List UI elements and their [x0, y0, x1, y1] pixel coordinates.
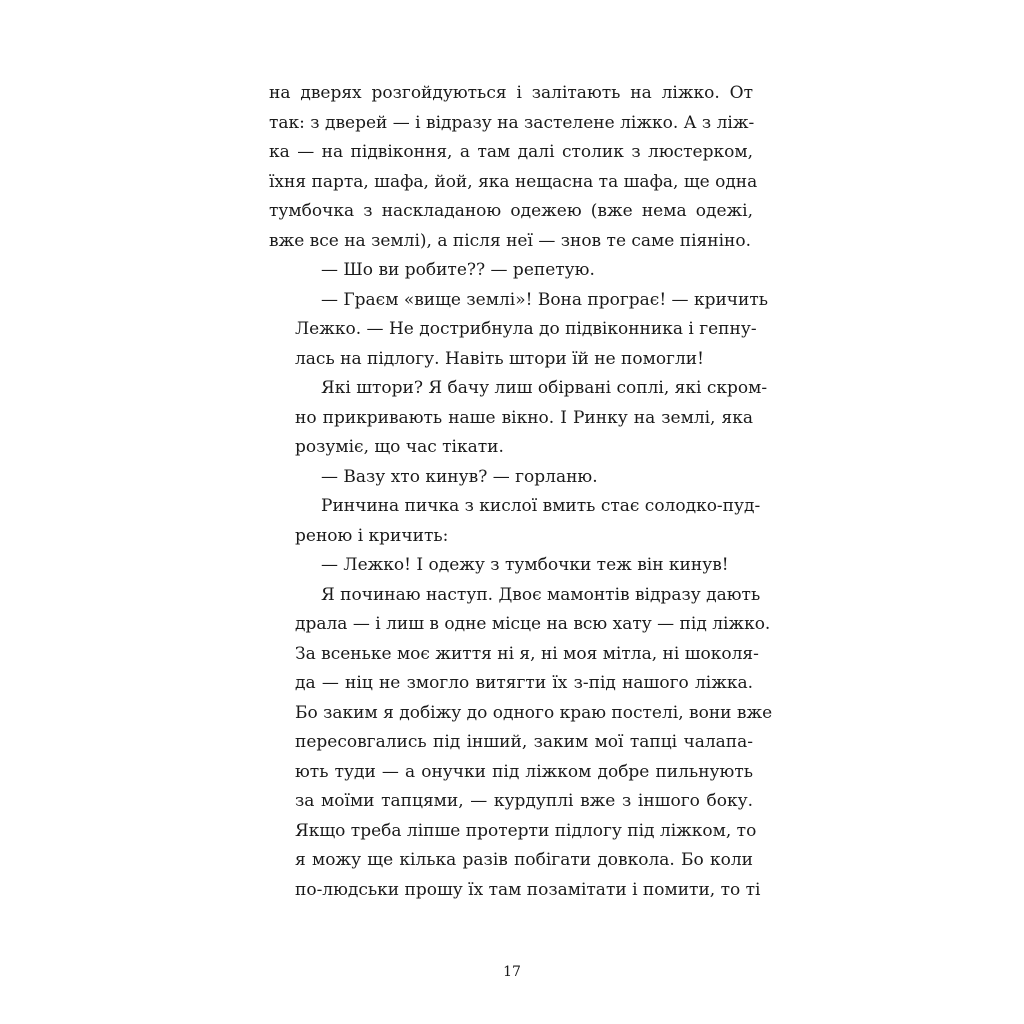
- paragraph: [269, 79, 758, 256]
- text-line: но прикривають наше вікно. І Ринку на землі, яка: [295, 407, 753, 428]
- text-line: я можу ще кілька разів побігати довкола. Бо коли: [295, 850, 753, 870]
- text-line: Бо заким я добіжу до одного краю постелі, вони вже: [295, 702, 773, 723]
- text-line: вже все на землі), а після неї — знов те саме піяніно.: [269, 230, 751, 251]
- text-line: Ринчина пичка з кислої вмить стає солодко-пуд-: [321, 496, 761, 516]
- text-line: ють туди — а онучки під ліжком добре пильнують: [295, 761, 753, 782]
- text-line: За всеньке моє життя ні я, ні моя мітла, ні шоколя-: [295, 643, 759, 664]
- text-line: розуміє, що час тікати.: [295, 437, 504, 457]
- text-line: так: з дверей — і відразу на застелене ліжко. А з ліж-: [269, 112, 755, 133]
- text-line: Лежко. — Не дострибнула до підвіконника і гепну-: [295, 319, 757, 339]
- text-line: — Шо ви робите?? — репетую.: [321, 260, 595, 280]
- paragraph: [269, 463, 753, 493]
- paragraph: [269, 256, 753, 286]
- text-line: — Лежко! І одежу з тумбочки теж він кинув!: [321, 555, 729, 575]
- text-line: Які штори? Я бачу лиш обірвані соплі, які скром-: [321, 378, 768, 398]
- paragraph: [269, 581, 773, 906]
- text-line: да — ніц не змогло витягти їх з-під нашого ліжка.: [295, 673, 753, 693]
- text-line: пересовгались під інший, заким мої тапці чалапа-: [295, 732, 753, 752]
- text-line: — Вазу хто кинув? — горланю.: [321, 466, 598, 487]
- text-line: тумбочка з наскладаною одежею (вже нема одежі,: [269, 201, 753, 221]
- body-text: [269, 79, 773, 905]
- text-line: лась на підлогу. Навіть штори їй не помогли!: [295, 348, 704, 369]
- text-line: по-людськи прошу їх там позамітати і помити, то ті: [295, 879, 761, 900]
- paragraph: [269, 374, 768, 463]
- text-line: реною і кричить:: [295, 525, 449, 546]
- text-line: Якщо треба ліпше протерти підлогу під ліжком, то: [295, 820, 757, 841]
- text-line: ка — на підвіконня, а там далі столик з люстерком,: [269, 142, 753, 162]
- text-line: на дверях розгойдуються і залітають на ліжко. От: [269, 83, 753, 103]
- page-number: 17: [503, 964, 521, 980]
- text-line: Я починаю наступ. Двоє мамонтів відразу дають: [321, 584, 761, 605]
- text-line: за моїми тапцями, — курдуплі вже з іншого боку.: [295, 791, 753, 811]
- text-line: — Граєм «вище землі»! Вона програє! — кричить: [321, 289, 769, 310]
- paragraph: [269, 286, 769, 375]
- text-line: драла — і лиш в одне місце на всю хату — під ліжко.: [295, 614, 771, 634]
- text-line: їхня парта, шафа, йой, яка нещасна та шафа, ще одна: [269, 171, 758, 192]
- paragraph: [269, 551, 753, 581]
- paragraph: [269, 492, 761, 551]
